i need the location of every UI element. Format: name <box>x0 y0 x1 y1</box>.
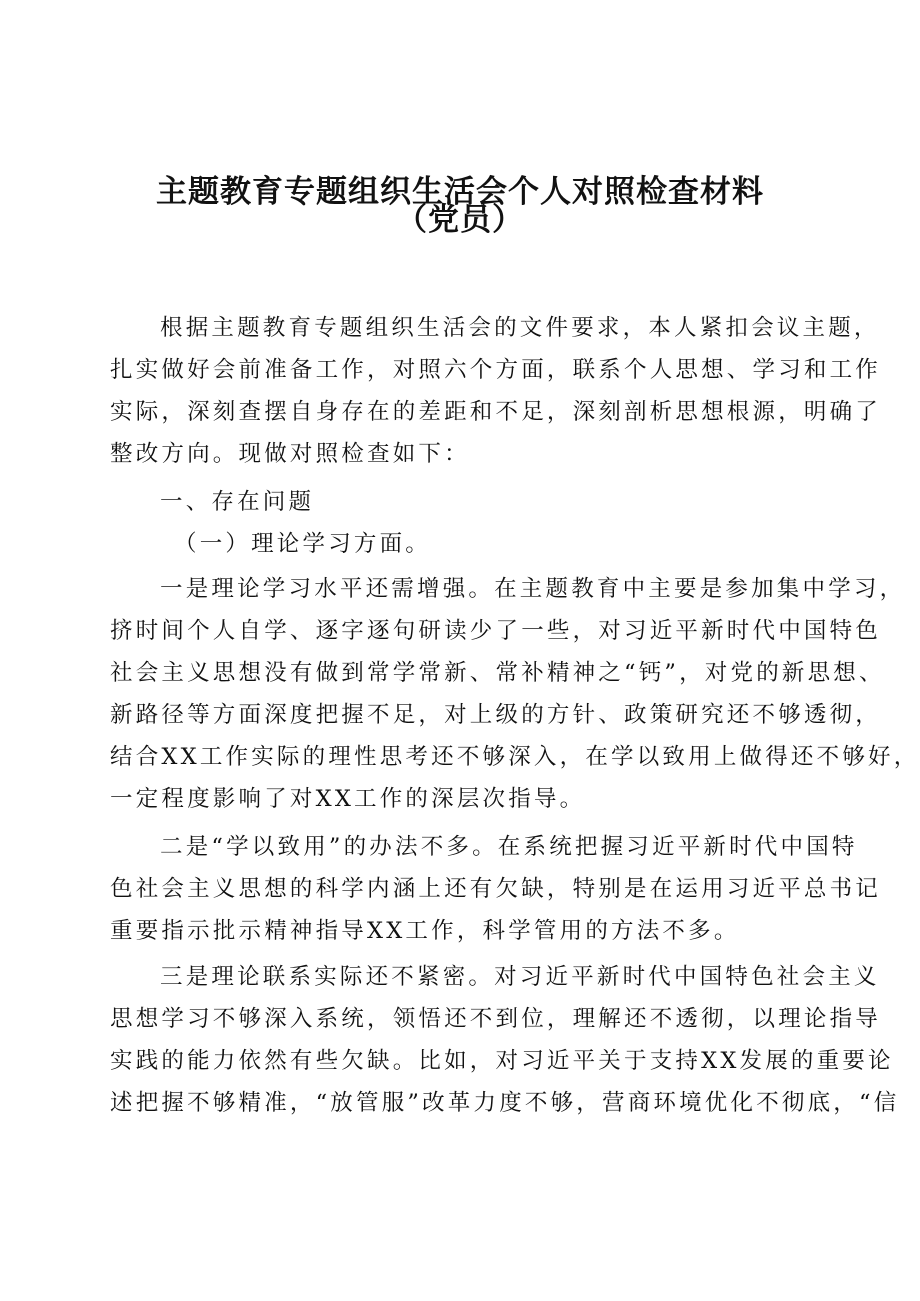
paragraph-line: 思想学习不够深入系统，领悟还不到位，理解还不透彻，以理论指导 <box>110 1006 882 1032</box>
paragraph-line: 色社会主义思想的科学内涵上还有欠缺，特别是在运用习近平总书记 <box>110 876 882 902</box>
subsection-heading-text: （一）理论学习方面。 <box>174 531 432 557</box>
paragraph-line: 结合XX工作实际的理性思考还不够深入，在学以致用上做得还不够好， <box>110 744 920 770</box>
paragraph-theory-level <box>110 568 920 820</box>
section-heading-text: 一、存在问题 <box>160 489 315 515</box>
paragraph-line: 述把握不够精准，“放管服”改革力度不够，营商环境优化不彻底，“信 <box>110 1090 900 1116</box>
intro-line: 实际，深刻查摆自身存在的差距和不足，深刻剖析思想根源，明确了 <box>110 399 882 425</box>
section-heading <box>110 481 830 523</box>
intro-line: 根据主题教育专题组织生活会的文件要求，本人紧扣会议主题， <box>160 315 880 341</box>
intro-line: 扎实做好会前准备工作，对照六个方面，联系个人思想、学习和工作 <box>110 357 882 383</box>
paragraph-line: 一是理论学习水平还需增强。在主题教育中主要是参加集中学习， <box>160 576 906 602</box>
paragraph-line: 一定程度影响了对XX工作的深层次指导。 <box>110 786 586 812</box>
paragraph-line: 新路径等方面深度把握不足，对上级的方针、政策研究还不够透彻， <box>110 702 882 728</box>
paragraph-line: 挤时间个人自学、逐字逐句研读少了一些，对习近平新时代中国特色 <box>110 618 882 644</box>
paragraph-application <box>110 826 882 952</box>
paragraph-line: 二是“学以致用”的办法不多。在系统把握习近平新时代中国特 <box>160 834 858 860</box>
intro-paragraph <box>110 307 882 475</box>
paragraph-practice <box>110 956 900 1124</box>
document-subtitle: （党员） <box>396 202 524 238</box>
intro-line: 整改方向。现做对照检查如下： <box>110 441 470 467</box>
paragraph-line: 重要指示批示精神指导XX工作，科学管用的方法不多。 <box>110 918 740 944</box>
paragraph-line: 实践的能力依然有些欠缺。比如，对习近平关于支持XX发展的重要论 <box>110 1048 894 1074</box>
paragraph-line: 社会主义思想没有做到常学常新、常补精神之“钙”，对党的新思想、 <box>110 660 885 686</box>
subsection-heading <box>110 523 830 565</box>
paragraph-line: 三是理论联系实际还不紧密。对习近平新时代中国特色社会主义 <box>160 964 880 990</box>
document-title: 主题教育专题组织生活会个人对照检查材料 <box>156 174 764 210</box>
